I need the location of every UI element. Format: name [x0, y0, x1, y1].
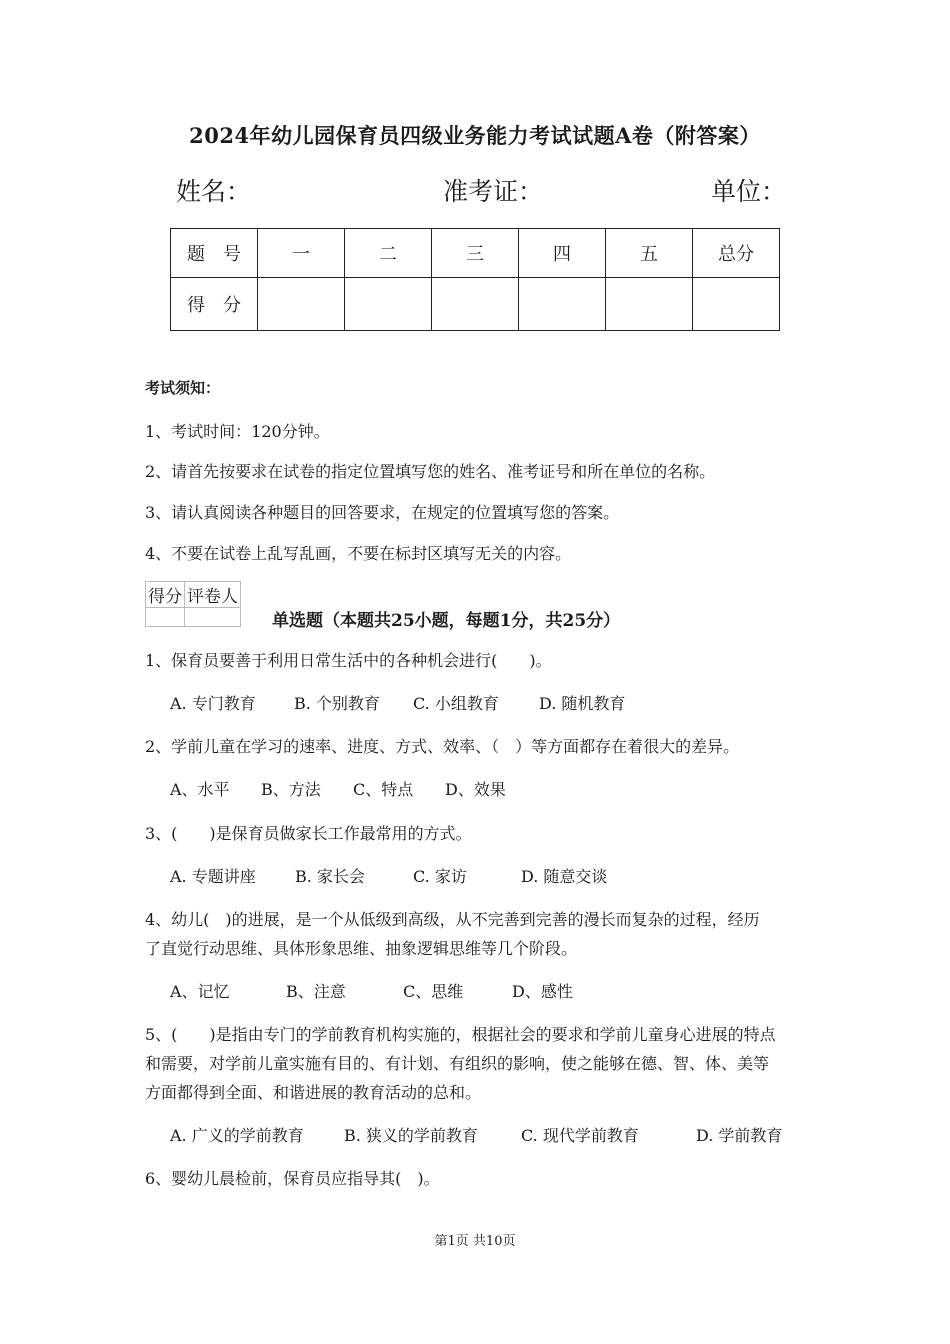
unit-field-label: 单位： — [711, 177, 787, 206]
question-5-line-1: 5、( )是指由专门的学前教育机构实施的，根据社会的要求和学前儿童身心进展的特点 — [145, 1025, 776, 1044]
q1-option-a: A. 专门教育 — [170, 694, 256, 713]
question-5-line-2: 和需要，对学前儿童实施有目的、有计划、有组织的影响，使之能够在德、智、体、美等 — [145, 1054, 770, 1073]
q2-option-c: C、特点 — [353, 780, 414, 799]
q2-option-b: B、方法 — [261, 780, 321, 799]
q4-option-b: B、注意 — [286, 982, 346, 1001]
page-footer: 第1页 共10页 — [434, 1234, 516, 1249]
q5-option-b: B. 狭义的学前教育 — [344, 1126, 478, 1145]
exam-id-field-label: 准考证： — [443, 177, 544, 206]
score-entry-cell — [519, 278, 606, 331]
q3-option-a: A. 专题讲座 — [170, 867, 256, 886]
score-entry-cell — [432, 278, 519, 331]
question-3: 3、( )是保育员做家长工作最常用的方式。 — [145, 824, 472, 843]
score-table-cell: 题 号 — [171, 229, 258, 278]
score-entry-cell — [606, 278, 693, 331]
q4-option-a: A、记忆 — [170, 982, 230, 1001]
score-table-cell: 一 — [258, 229, 345, 278]
score-table-cell: 总分 — [693, 229, 780, 278]
question-4-line-1: 4、幼儿( )的进展，是一个从低级到高级，从不完善到完善的漫长而复杂的过程，经历 — [145, 910, 760, 929]
q5-option-a: A. 广义的学前教育 — [170, 1126, 304, 1145]
page-title: 2024年幼儿园保育员四级业务能力考试试题A卷（附答案） — [189, 123, 761, 148]
score-entry-cell — [345, 278, 432, 331]
grader-score-label: 得分 — [146, 582, 185, 608]
score-table-cell: 四 — [519, 229, 606, 278]
q2-option-a: A、水平 — [170, 780, 230, 799]
question-4-line-2: 了直觉行动思维、具体形象思维、抽象逻辑思维等几个阶段。 — [145, 939, 578, 958]
notice-item: 1、考试时间：120分钟。 — [145, 422, 330, 441]
question-5-line-3: 方面都得到全面、和谐进展的教育活动的总和。 — [145, 1083, 482, 1102]
score-entry-cell — [693, 278, 780, 331]
notice-item: 4、不要在试卷上乱写乱画，不要在标封区填写无关的内容。 — [145, 544, 572, 563]
q3-option-b: B. 家长会 — [295, 867, 365, 886]
q5-option-d: D. 学前教育 — [696, 1126, 783, 1145]
score-table-cell: 得 分 — [171, 278, 258, 331]
question-6: 6、婴幼儿晨检前，保育员应指导其( )。 — [145, 1169, 440, 1188]
grader-box — [145, 581, 241, 627]
q1-option-c: C. 小组教育 — [413, 694, 499, 713]
question-1: 1、保育员要善于利用日常生活中的各种机会进行( )。 — [145, 651, 552, 670]
grader-name-cell — [185, 608, 241, 627]
score-table — [170, 228, 780, 331]
q5-option-c: C. 现代学前教育 — [521, 1126, 639, 1145]
q1-option-b: B. 个别教育 — [294, 694, 380, 713]
score-table-cell: 三 — [432, 229, 519, 278]
grader-name-label: 评卷人 — [185, 582, 241, 608]
question-2: 2、学前儿童在学习的速率、进度、方式、效率、（ ）等方面都存在着很大的差异。 — [145, 737, 740, 756]
grader-score-cell — [146, 608, 185, 627]
score-entry-cell — [258, 278, 345, 331]
score-table-cell: 二 — [345, 229, 432, 278]
q2-option-d: D、效果 — [445, 780, 506, 799]
notice-title: 考试须知： — [145, 379, 221, 397]
q4-option-d: D、感性 — [512, 982, 573, 1001]
score-table-score-row — [171, 278, 780, 331]
q3-option-d: D. 随意交谈 — [521, 867, 608, 886]
notice-item: 3、请认真阅读各种题目的回答要求，在规定的位置填写您的答案。 — [145, 503, 620, 522]
name-field-label: 姓名： — [176, 177, 252, 206]
score-table-header-row — [171, 229, 780, 278]
notice-item: 2、请首先按要求在试卷的指定位置填写您的姓名、准考证号和所在单位的名称。 — [145, 462, 716, 481]
q1-option-d: D. 随机教育 — [539, 694, 626, 713]
section-title: 单选题（本题共25小题，每题1分，共25分） — [272, 611, 621, 631]
q4-option-c: C、思维 — [403, 982, 464, 1001]
score-table-cell: 五 — [606, 229, 693, 278]
q3-option-c: C. 家访 — [413, 867, 467, 886]
